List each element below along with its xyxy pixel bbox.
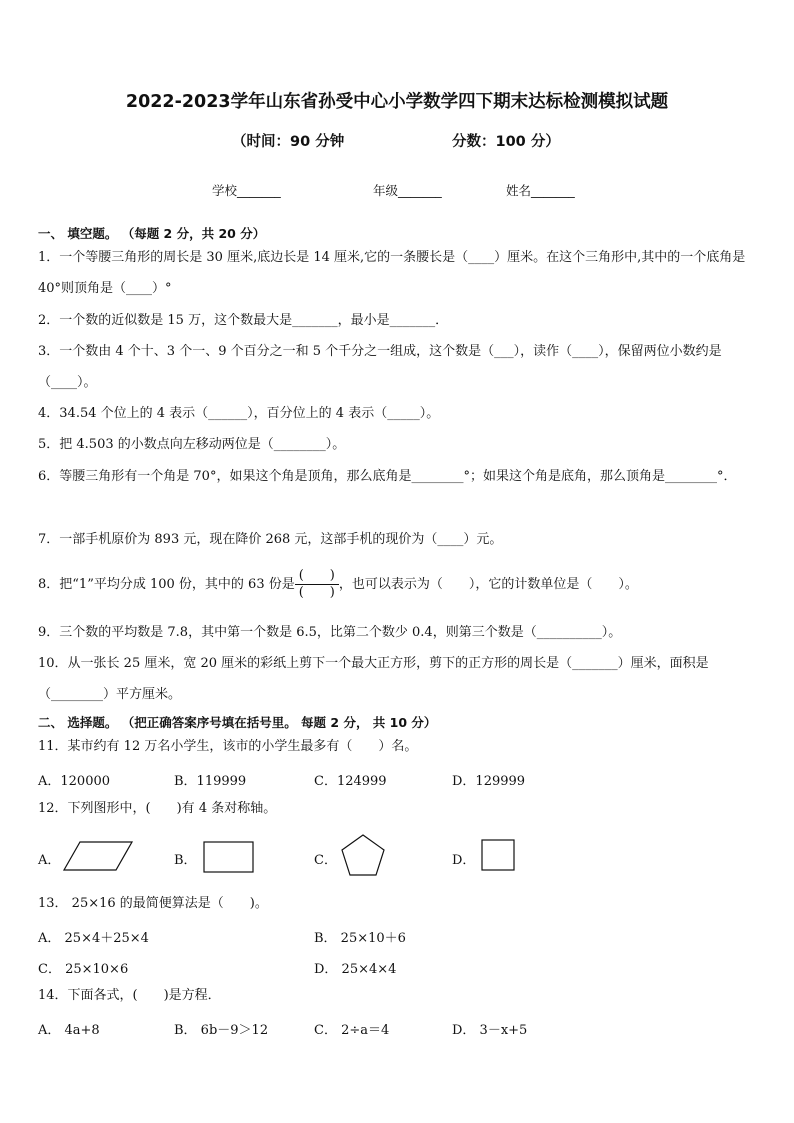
rectangle-icon [203, 840, 255, 874]
option-c: C． [314, 853, 337, 868]
question-6: 6．等腰三角形有一个角是 70°，如果这个角是顶角，那么底角是________°；如果这个角是底角，那么顶角是________°． [38, 469, 737, 484]
fraction-denominator: ( ) [298, 585, 335, 600]
option-c: C． 25×10×6 [38, 962, 129, 977]
option-a: A． [38, 853, 61, 868]
fraction [295, 568, 339, 601]
option-a: A． 25×4＋25×4 [38, 931, 149, 946]
exam-time: （时间：90 分钟 [232, 134, 345, 150]
question-2: 2．一个数的近似数是 15 万，这个数最大是_______，最小是_______． [38, 313, 449, 328]
option-b: B． 25×10＋6 [314, 931, 406, 946]
exam-score: 分数：100 分） [452, 134, 560, 150]
option-d: D． 3－x+5 [452, 1023, 528, 1038]
option-a: A． 4a+8 [38, 1023, 100, 1038]
option-d: D． [452, 853, 476, 868]
question-12: 12．下列图形中，( )有 4 条对称轴。 [38, 801, 277, 816]
option-d: D．129999 [452, 774, 526, 789]
option-c: C．124999 [314, 774, 387, 789]
question-11: 11．某市约有 12 万名小学生，该市的小学生最多有（ ）名。 [38, 739, 418, 754]
question-8-suffix: ，也可以表示为（ ），它的计数单位是（ ）。 [338, 577, 638, 592]
question-8-prefix: 8．把“1”平均分成 100 份，其中的 63 份是 [38, 577, 295, 592]
option-b: B．119999 [174, 774, 247, 789]
question-10: 10．从一张长 25 厘米，宽 20 厘米的彩纸上剪下一个最大正方形，剪下的正方形的周长是（_______）厘米，面积是（________）平方厘米。 [38, 656, 709, 702]
option-c: C． 2÷a＝4 [314, 1023, 390, 1038]
section-2-heading: 二、 选择题。 （把正确答案序号填在括号里。 每题 2 分， 共 10 分） [38, 715, 437, 730]
question-4: 4．34.54 个位上的 4 表示（______），百分位上的 4 表示（_____）。 [38, 406, 440, 421]
name-field: 姓名_______ [506, 183, 575, 198]
option-d: D． 25×4×4 [314, 962, 397, 977]
question-7: 7．一部手机原价为 893 元，现在降价 268 元，这部手机的现价为（____）元。 [38, 532, 503, 547]
fraction-numerator: ( ) [295, 568, 339, 585]
question-1: 1．一个等腰三角形的周长是 30 厘米,底边长是 14 厘米,它的一条腰长是（____）厘米。在这个三角形中,其中的一个底角是 40°则顶角是（____）° [38, 250, 746, 296]
question-9: 9．三个数的平均数是 7.8，其中第一个数是 6.5，比第二个数少 0.4，则第三个数是（__________）。 [38, 625, 622, 640]
question-8 [38, 562, 760, 608]
question-5: 5．把 4.503 的小数点向左移动两位是（________）。 [38, 437, 346, 452]
page-title: 2022-2023学年山东省孙受中心小学数学四下期末达标检测模拟试题 [125, 92, 669, 112]
option-b: B． 6b－9＞12 [174, 1023, 269, 1038]
option-a: A．120000 [38, 774, 111, 789]
parallelogram-icon [62, 840, 134, 872]
section-1-heading: 一、 填空题。 （每题 2 分，共 20 分） [38, 226, 266, 241]
question-3: 3．一个数由 4 个十、3 个一、9 个百分之一和 5 个千分之一组成，这个数是（___），读作（____），保留两位小数约是（____）。 [38, 344, 722, 390]
school-field: 学校_______ [212, 183, 281, 198]
pentagon-icon [340, 833, 386, 877]
option-b: B． [174, 853, 197, 868]
grade-field: 年级_______ [373, 183, 442, 198]
question-14: 14．下面各式，( )是方程． [38, 988, 221, 1003]
question-13: 13． 25×16 的最简便算法是（ )。 [38, 896, 268, 911]
square-icon [480, 838, 518, 872]
